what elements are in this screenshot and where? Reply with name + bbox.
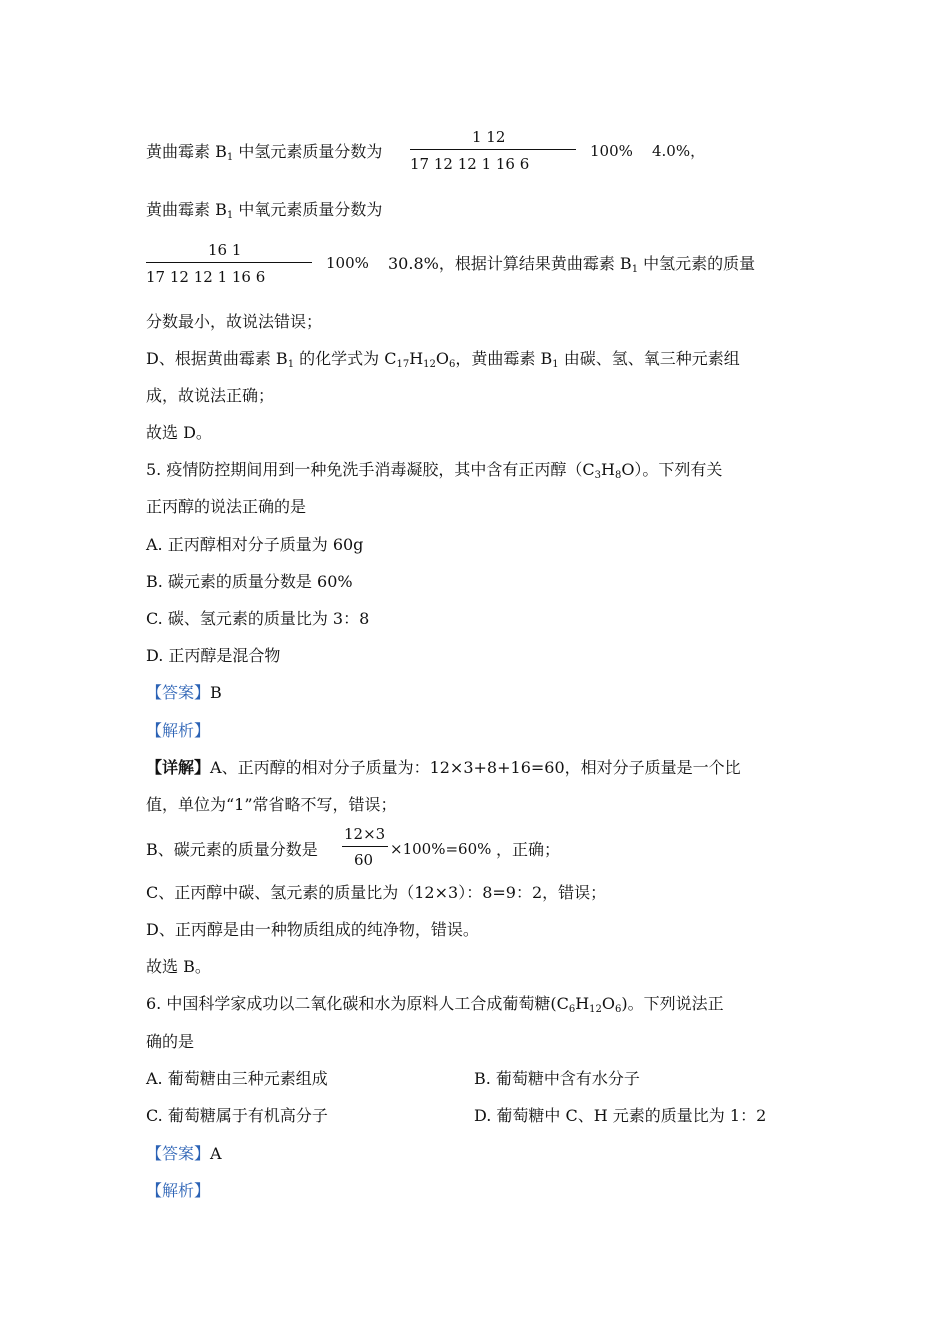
text: H	[575, 994, 590, 1013]
text: D、根据黄曲霉素 B	[146, 349, 288, 368]
result-value: 4.0%，	[652, 142, 706, 160]
subscript: 6	[449, 359, 456, 370]
fraction-numerator: 1 12	[472, 128, 506, 146]
subscript: 6	[615, 1004, 622, 1015]
detail-label: 【详解】	[146, 758, 211, 777]
detail-b-post: ×100%=60%	[390, 840, 492, 858]
oxygen-fraction-line	[146, 200, 382, 220]
text: H	[600, 460, 615, 479]
subscript: 6	[568, 1004, 576, 1015]
text: 由碳、氢、氧三种元素组	[558, 349, 740, 368]
detail-d: D、正丙醇是由一种物质组成的纯净物，错误。	[146, 920, 479, 939]
text-suffix: 中氧元素质量分数为	[233, 200, 383, 219]
subscript: 1	[226, 210, 234, 221]
option-b: B. 葡萄糖中含有水分子	[474, 1069, 640, 1088]
option-b: B. 碳元素的质量分数是 60%	[146, 572, 353, 591]
option-c: C. 葡萄糖属于有机高分子	[146, 1106, 328, 1125]
detail-b-tail: ，正确；	[496, 840, 561, 859]
text: 的化学式为 C	[294, 349, 397, 368]
answer-label: 【答案】	[146, 1144, 211, 1163]
choose-line: 故选 D。	[146, 423, 212, 442]
text-suffix: 中氢元素质量分数为	[233, 142, 383, 161]
fraction-denominator: 17 12 12 1 16 6	[146, 268, 266, 286]
text: ，黄曲霉素 B	[455, 349, 553, 368]
question-6-stem-cont: 确的是	[146, 1032, 195, 1051]
paragraph-line: 分数最小，故说法错误；	[146, 312, 323, 331]
subscript: 1	[287, 359, 295, 370]
subscript: 1	[226, 152, 234, 163]
fraction-bar	[410, 149, 576, 150]
answer-value: B	[210, 683, 222, 702]
fraction-bar	[146, 262, 312, 263]
subscript: 3	[594, 470, 601, 481]
detail-c: C、正丙醇中碳、氢元素的质量比为（12×3）：8=9：2，错误；	[146, 883, 607, 902]
times-value: 100%	[590, 142, 633, 160]
text: H	[409, 349, 424, 368]
option-c: C. 碳、氢元素的质量比为 3：8	[146, 609, 370, 628]
fraction-numerator: 16 1	[208, 241, 242, 259]
analysis-label: 【解析】	[146, 721, 211, 740]
text-prefix: 黄曲霉素 B	[146, 142, 227, 161]
detail-a-cont: 值，单位为“1”常省略不写，错误；	[146, 795, 397, 814]
text: )。下列说法正	[621, 994, 724, 1013]
answer-line	[146, 1144, 222, 1164]
subscript: 12	[589, 1004, 602, 1015]
text: O	[601, 994, 616, 1013]
fraction-bar	[342, 846, 388, 847]
fraction-denominator: 17 12 12 1 16 6	[410, 155, 530, 173]
question-5-stem	[146, 460, 722, 480]
subscript: 1	[631, 264, 639, 275]
times-value: 100%	[326, 254, 369, 272]
fraction-numerator: 12×3	[344, 825, 386, 843]
subscript: 17	[396, 359, 410, 370]
hydrogen-fraction-line	[146, 142, 382, 162]
choose-line: 故选 B。	[146, 957, 211, 976]
option-a: A. 葡萄糖由三种元素组成	[146, 1069, 328, 1088]
paragraph-line: 成，故说法正确；	[146, 386, 275, 405]
fraction-denominator: 60	[354, 851, 374, 869]
text: O）。下列有关	[621, 460, 723, 479]
subscript: 8	[614, 470, 622, 481]
oxygen-result-line	[388, 254, 755, 274]
option-a: A. 正丙醇相对分子质量为 60g	[146, 535, 364, 554]
subscript: 1	[552, 359, 559, 370]
text-prefix: 黄曲霉素 B	[146, 200, 227, 219]
option-d: D. 正丙醇是混合物	[146, 646, 281, 665]
text-result: 30.8%，根据计算结果黄曲霉素 B	[388, 254, 632, 273]
paragraph-line	[146, 349, 740, 369]
question-6-stem	[146, 994, 724, 1014]
answer-value: A	[210, 1144, 222, 1163]
text: 5. 疫情防控期间用到一种免洗手消毒凝胶，其中含有正丙醇（C	[146, 460, 595, 479]
answer-label: 【答案】	[146, 683, 211, 702]
subscript: 12	[423, 359, 436, 370]
question-5-stem-cont: 正丙醇的说法正确的是	[146, 497, 307, 516]
text: O	[435, 349, 450, 368]
detail-b-prefix: B、碳元素的质量分数是	[146, 840, 318, 859]
text-tail: 中氢元素的质量	[638, 254, 756, 273]
option-d: D. 葡萄糖中 C、H 元素的质量比为 1：2	[474, 1106, 767, 1125]
analysis-label: 【解析】	[146, 1181, 211, 1200]
text: 6. 中国科学家成功以二氧化碳和水为原料人工合成葡萄糖(C	[146, 994, 569, 1013]
text: A、正丙醇的相对分子质量为：12×3+8+16=60，相对分子质量是一个比	[210, 758, 741, 777]
answer-line	[146, 683, 222, 703]
detail-a	[146, 758, 741, 778]
